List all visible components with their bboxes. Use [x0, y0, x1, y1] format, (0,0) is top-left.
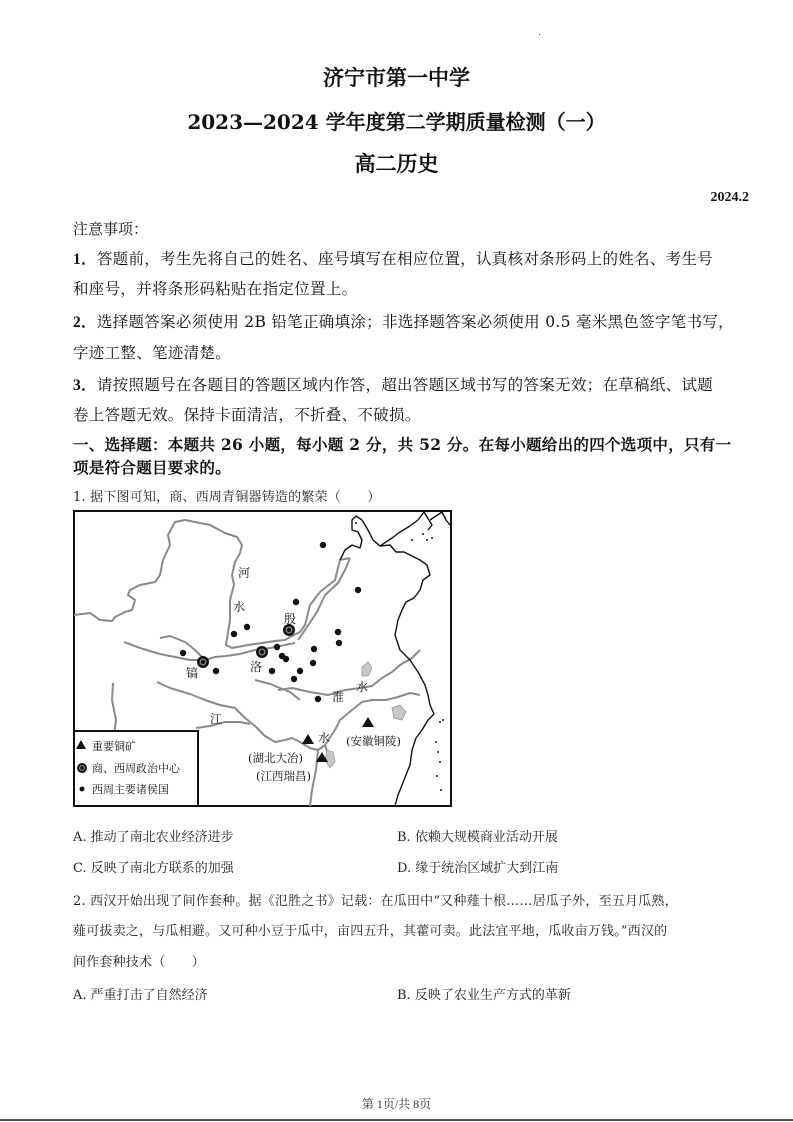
svg-text:殷: 殷: [284, 612, 297, 626]
notice-item-2-cont: 字迹工整、笔迹清楚。: [73, 344, 232, 362]
svg-text:重要铜矿: 重要铜矿: [92, 740, 136, 753]
q1-option-b[interactable]: B. 依赖大规模商业活动开展: [397, 830, 558, 845]
center-hao: [197, 656, 209, 668]
notice-item-1-cont: 和座号，并将条形码粘贴在指定位置上。: [73, 280, 358, 298]
bottom-rule: [0, 1119, 793, 1121]
question-2-stem-line1: 2. 西汉开始出现了间作套种。据《氾胜之书》记载：在瓜田中“又种薤十根……居瓜子外，至五月瓜熟，: [73, 894, 678, 909]
q1-option-c[interactable]: C. 反映了南北方联系的加强: [73, 861, 234, 876]
svg-text:水: 水: [233, 600, 246, 614]
svg-text:商、西周政治中心: 商、西周政治中心: [92, 762, 180, 775]
svg-text:水: 水: [318, 731, 331, 745]
question-2-stem-line2: 薤可拔卖之，与瓜相避。又可种小豆于瓜中，亩四五升，其藿可卖。此法宜平地，瓜收亩万钱。”西汉的: [73, 924, 668, 939]
q1-option-d[interactable]: D. 缘于统治区域扩大到江南: [397, 861, 559, 876]
svg-text:(安徽铜陵): (安徽铜陵): [346, 734, 401, 748]
svg-text:(江西瑞昌): (江西瑞昌): [256, 769, 311, 783]
exam-title: 2023—2024 学年度第二学期质量检测（一）: [187, 110, 606, 134]
notice-item-3-cont: 卷上答题无效。保持卡面清洁，不折叠、不破损。: [73, 406, 421, 424]
q2-option-a[interactable]: A. 严重打击了自然经济: [73, 988, 208, 1003]
svg-text:镐: 镐: [186, 666, 199, 680]
q1-option-a[interactable]: A. 推动了南北农业经济进步: [73, 830, 234, 845]
exam-date: 2024.2: [710, 190, 749, 205]
question-1-stem: 1. 据下图可知，商、西周青铜器铸造的繁荣（ ）: [73, 490, 381, 505]
q2-option-b[interactable]: B. 反映了农业生产方式的革新: [397, 988, 571, 1003]
map-legend: [74, 731, 198, 806]
notice-item-2: 2．选择题答案必须使用 2B 铅笔正确填涂；非选择题答案必须使用 0.5 毫米黑色签字笔书写，: [73, 313, 734, 331]
svg-text:(湖北大冶): (湖北大冶): [248, 751, 303, 765]
bronze-map: [73, 510, 452, 807]
notice-heading: 注意事项：: [73, 220, 149, 238]
svg-text:淮: 淮: [332, 690, 345, 704]
svg-text:河: 河: [238, 566, 251, 580]
page-number: 第 1页/共 8页: [361, 1097, 432, 1111]
question-2-stem-line3: 间作套种技术（ ）: [73, 955, 206, 970]
svg-text:水: 水: [356, 680, 369, 694]
notice-num: 1．: [73, 251, 97, 268]
svg-text:西周主要诸侯国: 西周主要诸侯国: [92, 783, 169, 796]
subject-title: 高二历史: [354, 151, 439, 176]
section-heading: 一、选择题：本题共 26 小题，每小题 2 分，共 52 分。在每小题给出的四个选项中，只有一: [73, 435, 732, 454]
section-heading-cont: 项是符合题目要求的。: [73, 458, 232, 477]
notice-num: 3．: [73, 377, 97, 394]
notice-item-3: 3．请按照题号在各题目的答题区域内作答，超出答题区域书写的答案无效；在草稿纸、试题: [73, 376, 714, 394]
dot-icon: [80, 787, 85, 792]
school-title: 济宁市第一中学: [323, 65, 470, 90]
notice-item-1: 1．答题前，考生先将自己的姓名、座号填写在相应位置，认真核对条形码上的姓名、考生号: [73, 250, 714, 268]
svg-text:洛: 洛: [250, 660, 263, 674]
double-circle-icon: [77, 763, 87, 773]
svg-text:江: 江: [210, 712, 223, 726]
stray-mark: [539, 34, 540, 35]
notice-num: 2．: [73, 314, 97, 331]
center-luo: [256, 646, 268, 658]
